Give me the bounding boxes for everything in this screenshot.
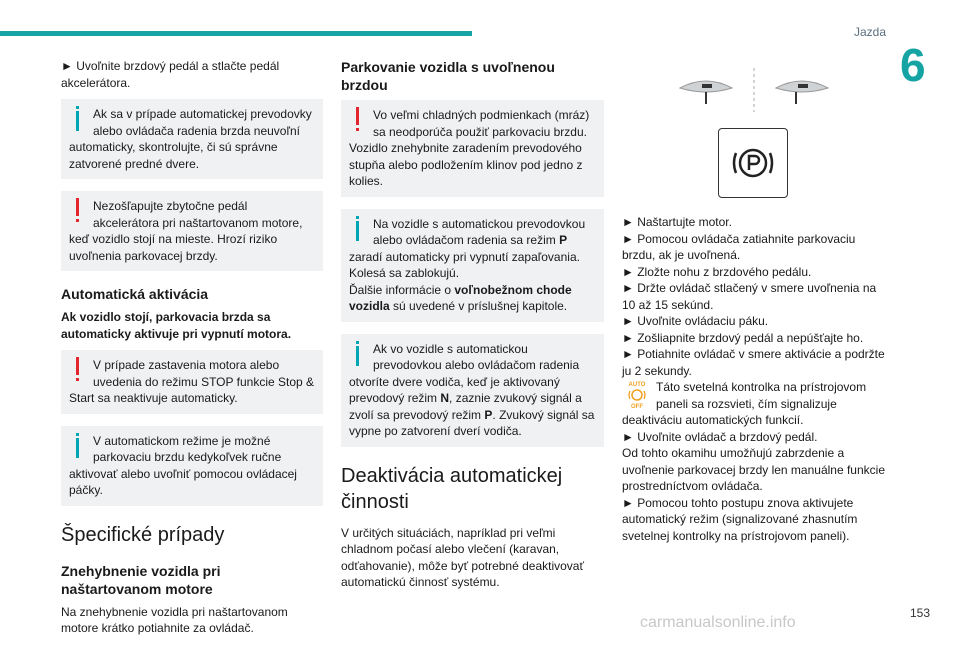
warning-icon xyxy=(69,198,89,224)
text-run: sú uvedené v príslušnej kapitole. xyxy=(389,299,568,313)
info-box xyxy=(61,99,323,179)
info-icon xyxy=(69,106,89,132)
step-item: ► Držte ovládač stlačený v smere uvoľnenia na 10 až 15 sekúnd. xyxy=(622,281,877,312)
info-box xyxy=(341,209,604,322)
gear-p: P xyxy=(559,233,568,247)
off-label: OFF xyxy=(631,404,643,409)
warning-light-text: Táto svetelná kontrolka na prístrojovom paneli sa rozsvieti, čím signalizuje deaktiváciu automatických funkcií. xyxy=(622,380,867,427)
info-text: Ak sa v prípade automatickej prevodovky alebo ovládača radenia brzda neuvoľní automaticky, skontrolujte, či sú správne zatvorené predné dvere. xyxy=(69,107,312,171)
text-run: zaradí automaticky pri vypnutí zapaľovania. Kolesá sa zablokujú. xyxy=(349,249,580,280)
steps-list xyxy=(622,214,886,544)
step-item: ► Potiahnite ovládač v smere aktivácie a podržte ju 2 sekundy. xyxy=(622,347,885,378)
illustration xyxy=(622,58,886,206)
info-box xyxy=(341,334,604,447)
info-icon xyxy=(349,341,369,367)
warning-text: Vo veľmi chladných podmienkach (mráz) sa neodporúča použiť parkovaciu brzdu. Vozidlo znehybnite zaradením prevodového stupňa alebo podložením klinov pod jedno z kolies. xyxy=(349,108,590,188)
chapter-number: 6 xyxy=(900,39,926,91)
text-run: , zaznie zvukový signál a zvolí sa prevodový režim xyxy=(349,391,582,422)
column-left xyxy=(61,58,323,645)
step-item: ► Uvoľnite ovládaciu páku. xyxy=(622,314,769,328)
text-emphasis: voľnobežnom chode vozidla xyxy=(349,282,572,313)
info-text xyxy=(349,342,594,439)
column-middle xyxy=(341,58,604,599)
warning-box xyxy=(341,100,604,197)
info-text xyxy=(349,217,585,314)
warning-text: V prípade zastavenia motora alebo uvedenia do režimu STOP funkcie Stop & Start sa neaktivuje automaticky. xyxy=(69,358,315,405)
lever-pull-icon xyxy=(676,74,736,106)
step-item: ► Naštartujte motor. xyxy=(622,215,732,229)
lever-push-icon xyxy=(772,74,832,106)
auto-off-warning-icon xyxy=(622,379,652,409)
step-item: ► Zošliapnite brzdový pedál a nepúšťajte ho. xyxy=(622,330,864,345)
warning-text: Nezošľapujte zbytočne pedál akcelerátora pri naštartovanom motore, keď vozidlo stojí na mieste. Hrozí riziko uvoľnenia parkovacej brzdy. xyxy=(69,199,303,263)
header-accent-bar xyxy=(0,31,472,36)
step-item: ► Pomocou ovládača zatiahnite parkovaciu brzdu, ak je uvoľnená. xyxy=(622,231,856,262)
paragraph-immobilisation: Na znehybnenie vozidla pri naštartovanom motore krátko potiahnite za ovládač. xyxy=(61,604,288,635)
column-right xyxy=(622,58,886,544)
warning-icon xyxy=(69,357,89,383)
text-run: . Zvukový signál sa vypne po zatvorení dverí vodiča. xyxy=(349,407,595,438)
warning-light-note xyxy=(622,379,886,429)
parking-brake-button xyxy=(718,128,788,198)
heading-automatic-activation: Automatická aktivácia xyxy=(61,286,209,302)
warning-box xyxy=(61,191,323,271)
paragraph-release-brake: ► Uvoľnite brzdový pedál a stlačte pedál akcelerátora. xyxy=(61,59,280,90)
paragraph-manual-only: Od tohto okamihu umožňujú zabrzdenie a uvoľnenie parkovacej brzdy len manuálne funkcie prostredníctvom ovládača. xyxy=(622,446,885,493)
text-run: Ak vo vozidle s automatickou prevodovkou alebo ovládačom radenia otvoríte dvere vodiča, keď je aktivovaný prevodový režim xyxy=(349,341,580,405)
page-number: 153 xyxy=(909,606,930,620)
info-icon xyxy=(69,433,89,459)
parking-brake-icon xyxy=(719,129,787,197)
step-item: ► Pomocou tohto postupu znova aktivujete automatický režim (signalizované zhasnutím svetelnej kontrolky na prístrojovom paneli). xyxy=(622,495,858,543)
gear-n: N xyxy=(440,391,450,405)
auto-label: AUTO xyxy=(628,382,646,388)
info-box xyxy=(61,426,323,506)
paragraph-auto-activation: Ak vozidlo stojí, parkovacia brzda sa automaticky aktivuje pri vypnutí motora. xyxy=(61,310,292,341)
warning-box xyxy=(61,350,323,414)
watermark: carmanualsonline.info xyxy=(640,614,796,631)
info-icon xyxy=(349,216,369,242)
text-run: Ďalšie informácie o xyxy=(349,282,455,297)
heading-parking-released: Parkovanie vozidla s uvoľnenou brzdou xyxy=(341,59,555,93)
warning-icon xyxy=(349,107,369,133)
step-item: ► Zložte nohu z brzdového pedálu. xyxy=(622,264,812,279)
gear-p: P xyxy=(484,407,493,422)
info-text: V automatickom režime je možné parkovaciu brzdu kedykoľvek ručne aktivovať alebo uvoľniť pomocou ovládacej páčky. xyxy=(69,433,297,497)
divider-dashed xyxy=(752,68,756,112)
heading-immobilisation: Znehybnenie vozidla pri naštartovanom motore xyxy=(61,562,221,597)
text-run: Na vozidle s automatickou prevodovkou alebo ovládačom radenia sa režim xyxy=(373,216,586,247)
step-item: ► Uvoľnite ovládač a brzdový pedál. xyxy=(622,429,818,444)
heading-special-cases: Špecifické prípady xyxy=(61,523,225,546)
paragraph-deactivation: V určitých situáciách, napríklad pri veľmi chladnom počasí alebo vlečení (karavan, odťahovanie), môže byť potrebné deaktivovať automatickú činnosť systému. xyxy=(341,525,584,589)
heading-deactivation: Deaktivácia automatickej činnosti xyxy=(341,464,563,513)
section-title: Jazda xyxy=(853,25,886,39)
